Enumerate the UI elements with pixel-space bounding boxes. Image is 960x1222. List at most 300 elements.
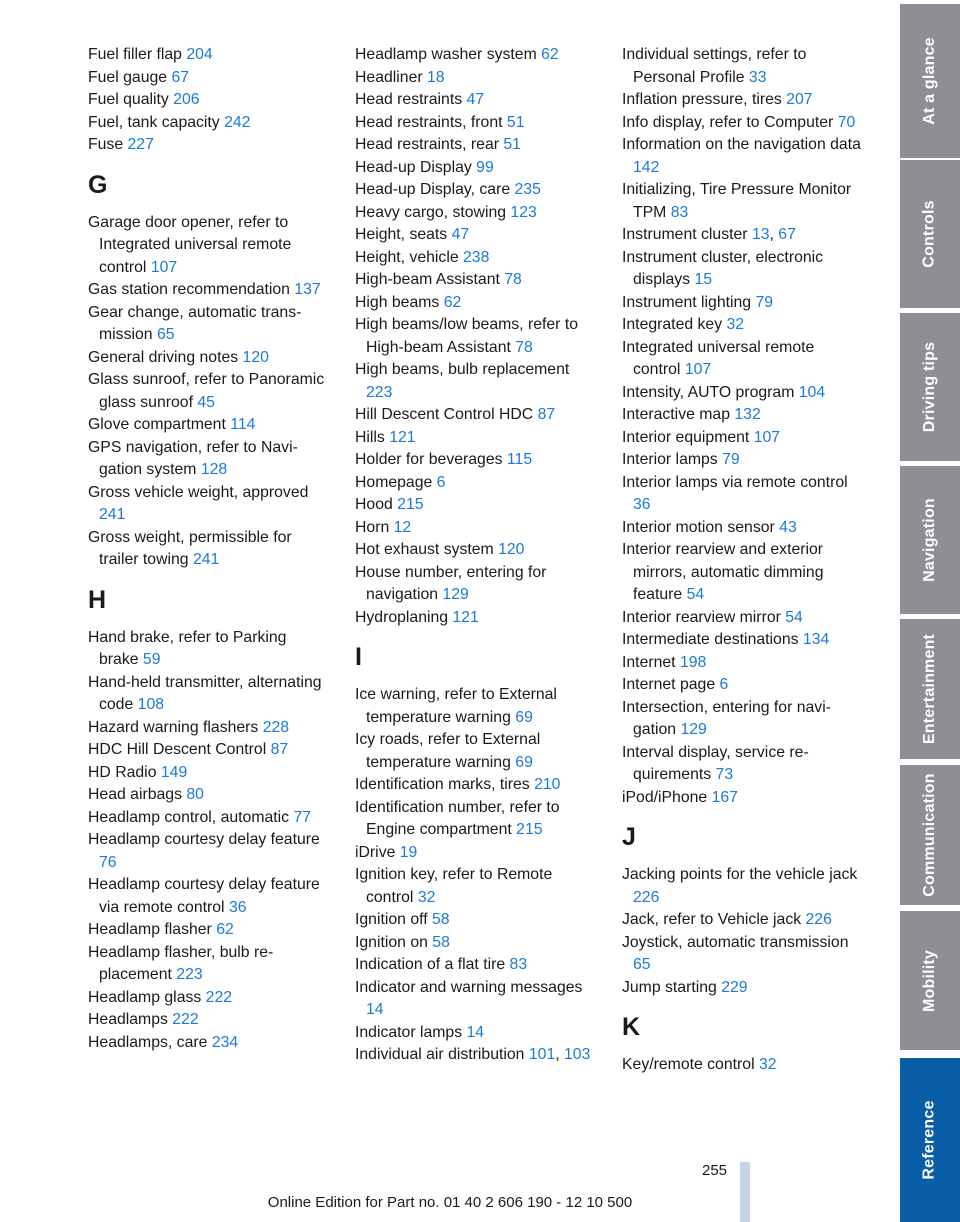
entry-term: Interior rearview mirror: [622, 608, 781, 626]
entry-term: Interior motion sensor: [622, 518, 775, 536]
page-link[interactable]: 227: [127, 136, 154, 153]
index-entry: [88, 874, 328, 919]
index-entry: [355, 684, 595, 729]
entry-term: Hills: [355, 428, 385, 446]
entry-term: Gross weight, permissible for trailer towing: [88, 528, 292, 568]
page-link[interactable]: 76: [99, 853, 117, 871]
page-link[interactable]: 6: [719, 676, 729, 693]
index-entry: [622, 652, 862, 675]
index-entry: [622, 382, 862, 405]
entry-term: Indicator lamps: [355, 1023, 463, 1041]
page-link[interactable]: 129: [680, 721, 707, 738]
page-link[interactable]: 206: [173, 91, 200, 108]
entry-term: General driving notes: [88, 348, 239, 366]
section-letter-k: K: [622, 1013, 641, 1041]
index-entry: [88, 302, 328, 347]
entry-term: Interior lamps: [622, 451, 718, 468]
index-entry: [622, 472, 862, 517]
index-entry: [622, 112, 862, 135]
index-entry: [88, 784, 328, 807]
index-entry: [88, 1032, 328, 1055]
entry-term: Headlamp washer system: [355, 46, 537, 63]
page-link[interactable]: 103: [564, 1046, 591, 1063]
index-entry: [355, 292, 595, 315]
page-link[interactable]: 234: [211, 1033, 239, 1051]
page-link[interactable]: 223: [366, 383, 393, 401]
page-link[interactable]: 6: [436, 473, 446, 491]
index-entry: [355, 774, 595, 797]
entry-term: Internet: [622, 653, 676, 671]
index-column-2: [355, 44, 595, 1067]
index-entry: [88, 1009, 328, 1032]
page-link[interactable]: 142: [633, 158, 660, 176]
page-number: 255: [702, 1162, 728, 1179]
entry-term: Info display, refer to Computer: [622, 113, 834, 131]
index-entry: [622, 539, 862, 607]
entry-term: GPS navigation, refer to Navigation system: [88, 438, 298, 478]
entry-term: Internet page: [622, 676, 716, 693]
entry-term: Intersection, entering for navigation: [622, 698, 831, 738]
entry-term: Head restraints: [355, 91, 463, 108]
page-link[interactable]: 134: [802, 631, 830, 648]
index-entry: [355, 202, 595, 225]
entry-term: Height, seats: [355, 226, 448, 243]
entry-term: Ignition off: [355, 911, 428, 928]
index-entry: [88, 627, 328, 672]
entry-term: Headliner: [355, 68, 423, 86]
page-link[interactable]: 19: [399, 843, 418, 861]
tab-navigation[interactable]: [900, 466, 960, 614]
entry-term: Hazard warning flashers: [88, 718, 259, 736]
index-entry: [355, 157, 595, 180]
index-entry: [622, 449, 862, 472]
entry-term: iDrive: [355, 843, 396, 861]
page-link[interactable]: 222: [172, 1011, 199, 1028]
index-entry: [88, 414, 328, 437]
index-entry: [355, 247, 595, 270]
index-entry: [355, 864, 595, 909]
entry-term: Jump starting: [622, 978, 717, 996]
entry-term: Gas station recommendation: [88, 281, 290, 298]
index-entry: [88, 67, 328, 90]
index-entry: [88, 829, 328, 874]
entry-term: Individual settings, refer to Personal Profile: [622, 46, 807, 86]
page-link[interactable]: 65: [156, 326, 175, 343]
page-link[interactable]: 15: [694, 271, 713, 288]
page-link[interactable]: 69: [515, 708, 533, 726]
entry-term: Initializing, Tire Pressure Monitor TPM: [622, 181, 852, 221]
index-entry: [622, 517, 862, 540]
page-link[interactable]: 99: [476, 158, 494, 176]
tab-at-a-glance[interactable]: [900, 4, 960, 158]
index-entry: [355, 562, 595, 607]
entry-term: Identification marks, tires: [355, 776, 530, 793]
page-link[interactable]: 128: [200, 461, 228, 478]
index-entry: [88, 739, 328, 762]
entry-term: Individual air distribution: [355, 1046, 525, 1063]
entry-term: High beams, bulb replacement: [355, 361, 570, 378]
index-entry: [88, 987, 328, 1010]
page-link[interactable]: 78: [504, 271, 522, 288]
index-entry: [88, 527, 328, 572]
index-entry: [355, 134, 595, 157]
index-entry: [88, 212, 328, 280]
entry-term: Identification number, refer to Engine compartment: [355, 798, 560, 838]
entry-term: Interactive map: [622, 406, 730, 423]
entry-term: Height, vehicle: [355, 248, 459, 266]
section-letter-i: I: [355, 643, 362, 671]
page-link[interactable]: 241: [192, 551, 220, 568]
page-link[interactable]: 47: [451, 226, 470, 243]
entry-term: Instrument cluster: [622, 226, 748, 243]
index-entry: [88, 437, 328, 482]
page-link[interactable]: 13: [751, 226, 770, 243]
index-entry: [355, 494, 595, 517]
page-link[interactable]: 67: [778, 226, 796, 243]
entry-term: Ignition key, refer to Remote control: [355, 866, 553, 906]
page-link[interactable]: 226: [633, 888, 660, 906]
entry-term: Instrument lighting: [622, 293, 752, 311]
entry-term: Headlamp courtesy delay feature: [88, 831, 320, 848]
tab-communication[interactable]: [900, 765, 960, 905]
index-entry: [355, 269, 595, 292]
page-link[interactable]: 79: [755, 293, 774, 311]
page-link[interactable]: 14: [466, 1023, 485, 1041]
entry-term: Indicator and warning messages: [355, 978, 583, 996]
index-entry: [355, 977, 595, 1022]
page-link[interactable]: 204: [186, 46, 213, 63]
entry-term: Interior lamps via remote control: [622, 473, 848, 491]
page-link[interactable]: 12: [393, 518, 412, 536]
entry-term: High beams/low beams, refer to High-beam Assistant: [355, 316, 579, 356]
section-letter-j: J: [622, 823, 636, 851]
page-link[interactable]: 73: [715, 766, 734, 783]
index-entry: [88, 717, 328, 740]
index-entry: [622, 629, 862, 652]
page-link[interactable]: 54: [686, 586, 705, 603]
entry-term: Intensity, AUTO program: [622, 383, 795, 401]
index-entry: [355, 797, 595, 842]
entry-term: House number, entering for navigation: [355, 563, 547, 603]
entry-term: Headlamp glass: [88, 988, 202, 1006]
index-entry: [355, 607, 595, 630]
entry-term: Head-up Display: [355, 158, 472, 176]
index-entry: [355, 729, 595, 774]
page-marker-bar: [740, 1162, 750, 1222]
entry-term: High beams: [355, 293, 440, 311]
entry-term: Head restraints, rear: [355, 136, 499, 153]
index-entry: [88, 482, 328, 527]
index-entry: [622, 337, 862, 382]
tab-label: Reference: [921, 1100, 938, 1180]
entry-term: Fuel filler flap: [88, 46, 182, 63]
entry-term: Jack, refer to Vehicle jack: [622, 911, 802, 928]
index-entry: [355, 112, 595, 135]
page-link[interactable]: 36: [228, 898, 247, 916]
index-column-3: [622, 44, 862, 1077]
page-link[interactable]: 58: [432, 911, 450, 928]
section-letter-h: H: [88, 585, 107, 614]
page-link[interactable]: 51: [506, 113, 525, 131]
entry-term: Fuel gauge: [88, 68, 168, 86]
page-link[interactable]: 132: [734, 406, 761, 423]
tab-label: Mobility: [921, 949, 939, 1012]
entry-term: iPod/iPhone: [622, 788, 708, 806]
entry-term: Hand-held transmitter, alternating code: [88, 673, 322, 713]
index-entry: [88, 279, 328, 302]
index-entry: [355, 842, 595, 865]
page-link[interactable]: 77: [293, 808, 312, 826]
index-entry: [622, 134, 862, 179]
page-link[interactable]: 59: [142, 651, 161, 668]
page-link[interactable]: 120: [498, 541, 525, 558]
page-link[interactable]: 32: [726, 316, 745, 333]
index-entry: [355, 224, 595, 247]
index-entry: [622, 607, 862, 630]
tab-label: Entertainment: [921, 633, 939, 745]
page-link[interactable]: 45: [197, 393, 215, 411]
entry-term: Interval display, service requirements: [622, 743, 809, 783]
page-link[interactable]: 223: [176, 966, 203, 983]
entry-term: Headlamps, care: [88, 1033, 208, 1051]
page-link[interactable]: 167: [711, 788, 738, 806]
page-link[interactable]: 79: [722, 451, 740, 468]
page-link[interactable]: 121: [389, 428, 416, 446]
index-entry: [355, 67, 595, 90]
page-link[interactable]: 229: [721, 978, 748, 996]
entry-term: Ignition on: [355, 933, 428, 951]
page-link[interactable]: 114: [230, 416, 256, 433]
page-link[interactable]: 198: [679, 653, 707, 671]
page-link[interactable]: 222: [205, 988, 233, 1006]
index-entry: [355, 427, 595, 450]
page-link[interactable]: 87: [270, 741, 289, 758]
index-entry: [622, 89, 862, 112]
index-entry: [622, 44, 862, 89]
entry-term: Headlamps: [88, 1011, 168, 1028]
index-entry: [88, 672, 328, 717]
page-link[interactable]: 241: [99, 506, 126, 523]
entry-term: Head restraints, front: [355, 113, 503, 131]
index-entry: Individual air distribution 101, 103: [355, 1046, 591, 1063]
tab-reference[interactable]: [900, 1058, 960, 1222]
index-entry: [355, 179, 595, 202]
entry-term: Integrated key: [622, 316, 723, 333]
page-link[interactable]: 242: [224, 113, 251, 131]
page-link[interactable]: 58: [432, 933, 450, 951]
page-link[interactable]: 215: [516, 821, 543, 838]
entry-term: Instrument cluster, electronic displays: [622, 248, 824, 288]
page-link[interactable]: 115: [506, 451, 533, 468]
index-entry: [355, 932, 595, 955]
entry-term: Fuel, tank capacity: [88, 113, 220, 131]
index-entry: [355, 449, 595, 472]
entry-term: Headlamp courtesy delay feature via remote control: [88, 876, 320, 916]
index-entry: [88, 44, 328, 67]
entry-term: Hood: [355, 496, 393, 513]
entry-term: Inflation pressure, tires: [622, 91, 782, 108]
index-entry: [355, 1022, 595, 1045]
index-entry: [88, 369, 328, 414]
entry-term: HD Radio: [88, 763, 157, 781]
page-link[interactable]: 33: [748, 68, 767, 86]
index-entry: [622, 247, 862, 292]
index-entry: [355, 359, 595, 404]
page-link[interactable]: 18: [427, 68, 445, 86]
entry-term: Gross vehicle weight, approved: [88, 483, 309, 501]
page-link[interactable]: 121: [452, 608, 479, 626]
footer-edition: Online Edition for Part no. 01 40 2 606 190 - 12 10 500: [267, 1194, 633, 1211]
index-entry: [355, 89, 595, 112]
page-link[interactable]: 228: [262, 718, 290, 736]
page-link[interactable]: 207: [786, 91, 813, 108]
entry-term: Intermediate destinations: [622, 631, 799, 648]
entry-term: Glass sunroof, refer to Panoramic glass sunroof: [88, 371, 325, 411]
page-link[interactable]: 62: [443, 293, 462, 311]
page-link[interactable]: 149: [160, 763, 188, 781]
entry-term: Interior equipment: [622, 428, 750, 446]
entry-term: Garage door opener, refer to Integrated universal remote control: [88, 213, 292, 276]
page-link[interactable]: 137: [294, 281, 321, 298]
index-entry: Instrument cluster 13, 67: [622, 226, 796, 243]
page-link[interactable]: 235: [514, 181, 541, 198]
page-link[interactable]: 70: [837, 113, 856, 131]
page-link[interactable]: 65: [633, 956, 651, 973]
entry-term: Icy roads, refer to External temperature warning: [355, 731, 541, 771]
index-entry: [355, 517, 595, 540]
index-entry: [622, 909, 862, 932]
entry-term: Headlamp control, automatic: [88, 808, 290, 826]
entry-term: Homepage: [355, 473, 433, 491]
page-link[interactable]: 62: [216, 921, 234, 938]
page-link[interactable]: 83: [670, 203, 689, 221]
page-link[interactable]: 32: [417, 888, 436, 906]
page-link[interactable]: 108: [137, 696, 165, 713]
page-link[interactable]: 226: [805, 911, 832, 928]
page-link[interactable]: 107: [684, 361, 712, 378]
tab-label: At a glance: [921, 37, 938, 125]
page-link[interactable]: 107: [753, 428, 781, 446]
index-entry: [88, 134, 328, 157]
page-link[interactable]: 67: [171, 68, 190, 86]
page-link[interactable]: 51: [503, 136, 521, 153]
page-link[interactable]: 83: [509, 956, 528, 973]
entry-term: Interior rearview and exterior mirrors, automatic dimming feature: [622, 541, 824, 603]
page-link[interactable]: 78: [515, 338, 533, 356]
index-entry: [622, 864, 862, 909]
index-entry: [355, 404, 595, 427]
index-entry: [88, 112, 328, 135]
entry-term: Joystick, automatic transmission: [622, 933, 849, 951]
section-tabs: [900, 0, 960, 1222]
page-link[interactable]: 129: [442, 586, 469, 603]
entry-term: Head airbags: [88, 786, 182, 803]
index-entry: [622, 314, 862, 337]
index-entry: [622, 742, 862, 787]
tab-mobility[interactable]: [900, 911, 960, 1050]
entry-term: Integrated universal remote control: [622, 338, 815, 378]
tab-label: Communication: [921, 773, 938, 897]
page-link[interactable]: 210: [534, 776, 561, 793]
entry-term: Headlamp flasher: [88, 921, 212, 938]
index-entry: [355, 314, 595, 359]
index-entry: [355, 44, 595, 67]
entry-term: Key/remote control: [622, 1056, 755, 1073]
page-link[interactable]: 215: [397, 496, 424, 513]
tab-label: Navigation: [921, 498, 939, 582]
entry-term: Gear change, automatic transmission: [88, 303, 302, 343]
index-entry: [88, 919, 328, 942]
entry-term: Heavy cargo, stowing: [355, 203, 507, 221]
index-entry: [622, 1054, 862, 1077]
tab-entertainment[interactable]: [900, 619, 960, 759]
index-entry: [355, 539, 595, 562]
entry-term: HDC Hill Descent Control: [88, 741, 267, 758]
page-link[interactable]: 54: [785, 608, 803, 626]
entry-term: Hydroplaning: [355, 608, 449, 626]
page-link[interactable]: 14: [366, 1001, 384, 1018]
index-entry: [88, 807, 328, 830]
index-entry: [88, 89, 328, 112]
entry-term: High-beam Assistant: [355, 271, 500, 288]
page-link[interactable]: 32: [758, 1056, 777, 1073]
entry-term: Head-up Display, care: [355, 181, 511, 198]
page-link[interactable]: 62: [541, 46, 559, 63]
page-link[interactable]: 104: [798, 383, 826, 401]
entry-term: Fuse: [88, 136, 124, 153]
index-entry: [622, 674, 862, 697]
entry-term: Ice warning, refer to External temperature warning: [355, 686, 557, 726]
index-entry: [622, 179, 862, 224]
page-link[interactable]: 47: [466, 91, 485, 108]
entry-term: Glove compartment: [88, 416, 226, 433]
tab-controls[interactable]: [900, 160, 960, 308]
section-letter-g: G: [88, 170, 108, 199]
entry-term: Indication of a flat tire: [355, 956, 506, 973]
entry-term: Hand brake, refer to Parking brake: [88, 628, 287, 668]
page-link[interactable]: 238: [463, 248, 490, 266]
entry-term: Information on the navigation data: [622, 136, 861, 153]
index-entry: [355, 909, 595, 932]
page-link[interactable]: 43: [779, 518, 797, 536]
page-link[interactable]: 80: [186, 786, 204, 803]
tab-label: Controls: [921, 200, 938, 268]
page-link[interactable]: 69: [515, 753, 533, 771]
page-link[interactable]: 120: [242, 348, 269, 366]
index-entry: [622, 932, 862, 977]
index-column-1: [88, 44, 328, 1054]
index-entry: [622, 427, 862, 450]
page-link[interactable]: 107: [150, 258, 178, 276]
page-link[interactable]: 87: [537, 406, 556, 423]
tab-driving-tips[interactable]: [900, 313, 960, 461]
index-entry: [622, 787, 862, 810]
entry-term: Fuel quality: [88, 91, 169, 108]
index-entry: [88, 347, 328, 370]
index-entry: [88, 942, 328, 987]
index-entry: [622, 977, 862, 1000]
entry-term: Jacking points for the vehicle jack: [622, 866, 858, 883]
page-link[interactable]: 123: [510, 203, 537, 221]
entry-term: Hill Descent Control HDC: [355, 406, 534, 423]
index-entry: [622, 697, 862, 742]
entry-term: Headlamp flasher, bulb replacement: [88, 943, 274, 983]
index-entry: [355, 472, 595, 495]
index-entry: [622, 292, 862, 315]
page-link[interactable]: 36: [633, 496, 651, 513]
entry-term: Horn: [355, 518, 390, 536]
page-link[interactable]: 101: [528, 1046, 556, 1063]
